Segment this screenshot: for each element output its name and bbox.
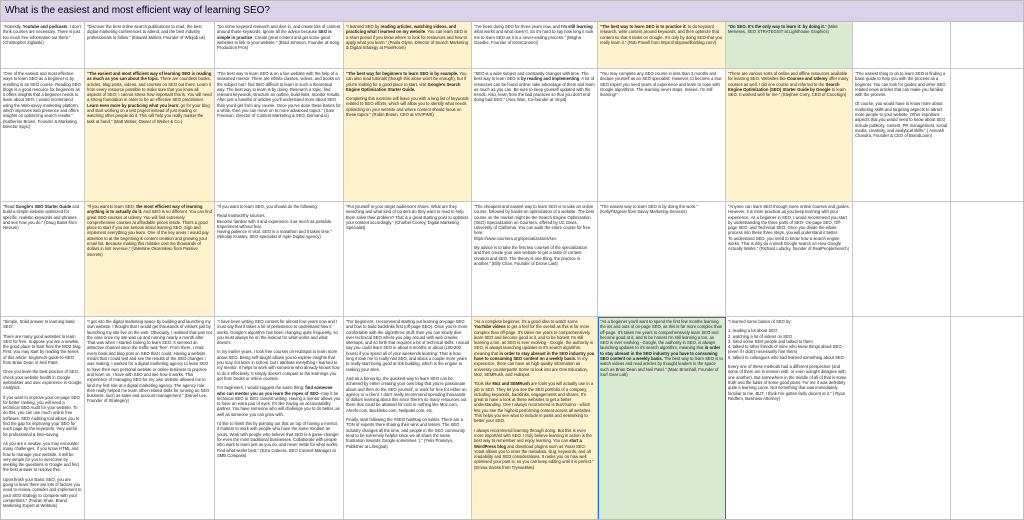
cell-r2-c6[interactable] [598,69,726,202]
cell-r1-c5[interactable] [472,22,598,69]
text-run: https://www.coursera.org/specializations/seo [474,235,557,241]
text-run: "As a beginner you'll want to spend the first few months learning the ins and outs of on-page SEO, as this is far more complex than off-page. It's taken me years to comprehensively learn SEO and become good at it, and to be honest I'm still learning a ton, as SEO is ever evolving - Google, the authority in SEO, is always launching updates to it's search algorithm, meaning that [600,319,723,351]
cell-paragraph [217,319,341,345]
cell-paragraph [728,204,850,252]
text-run: As you are a newbie, you may encounter many challenges. If you know HTML and how to manage your website, it will be very simple for you to overcome by seeking the questions in Google and find the best answer to resolve this. [3,440,79,473]
text-run: 3. hired some SEO people and talked to them [728,338,813,344]
cell-paragraph [474,381,595,423]
text-run: "One of the easiest and most effective ways to learn SEO as a beginner is by enrolling in an SEO course. Reading SEO blogs is a good resource for beginners as it offers insights that a beginner needs to learn about SEO. I would recommend using the Web-savvy marketing platform, which improves web presence and offers insights on optimizing search results." (Katherine Brown, Founder & Marketing Director Spyic) [3,71,81,129]
text-run: There are many good websites to learn SEO for free. Suppose you are a newbie, the good place to start from the MOZ blog. First, you may start by reading the series of this article: beginners-guide-to-SEO from Brian Dean or Neil Patel. [3,333,82,366]
cell-r1-c6[interactable] [598,22,726,69]
text-run: 5. talked to colleagues who had learned something about SEO [728,354,844,360]
cell-r2-c5[interactable] [472,69,598,202]
text-run: For beginners, I would suggest the same thing: [217,385,306,391]
text-run: "Put yourself in your target audience's shoes. What are they searching and what kind of content do they want to read to help them solve their problem? That is a great starting point to optimize your content accordingly." (Charbel Coorey, Digital Marketing Specialist) [346,204,469,231]
text-run: "For beginners, I recommend starting out learning on-page SEO and how to build backlinks first (off-page SEO). Once you're more comfortable with the algorithmic stuff, then you can slowly dive over technical SEO where you play around with web crawler, sitemaps, and so forth that requires a bit of technical skills. I would say you could learn SEO in about 6 months or about (100-200 hours) if you spend all of your weekends learning. That is how long it took me to really nail SEO, and about a couple more years to really start being good at link building, which is the engine to ranking your sites. [346,319,469,372]
text-run: and download plugins such as Yoast SEO. Yoast allows you to enter the metadata, slug, keywords, and all readability and SEO considerations. It ranks you on how well optimised your post is, so you can keep editing until it is perfect." (Emma Sivess from TryHackMe) [474,443,594,470]
text-run: To understand SEO, you need to know how a search engine works. That is why do a small Google search on How Google Actually Works." (Richard Lubicky, founder of RealPeopleSearch) [728,235,849,252]
cell-paragraph [346,96,469,117]
text-run: Read trustworthy sources. [217,213,266,219]
cell-paragraph [346,204,469,230]
cell-r3-c9[interactable] [951,202,1024,317]
text-run: In my experience, there can have as high-quality information as university counterparts! Some to look into are One Education, Moz, SEMRush, and Hubspot. [474,356,589,377]
cell-paragraph [474,204,595,241]
cell-paragraph [87,319,212,404]
text-run: to learn SEO. It worked well for me." (Stephen Curry, CEO of CocoSign) [728,86,847,98]
cell-r1-c4[interactable] [344,22,472,69]
text-run: "I have been writing SEO content for almost four years now and I must say that it takes a lot of persistence to understand how it works. Google's algorithm has been changing quite frequently, so you must always be on the lookout for what works and what doesn't. [217,319,338,346]
cell-r4-c2[interactable] [85,317,215,520]
text-run: "I've been doing SEO for three years now, and [474,24,562,29]
cell-paragraph [600,24,723,45]
cell-paragraph [3,395,82,437]
bold-text: reading articles, watching videos, and practicing what I learned on my website [346,24,457,35]
cell-r4-c3[interactable] [215,317,344,520]
bold-text: in order to stay abreast in the SEO industry you have to consuming SEO content on a weekly basis. [474,350,595,362]
bold-text: the most efficient way of learning anything is to actually do it. [87,204,203,215]
text-run: to get a feel for the overall as this is far more complex than off-page. It's taken me years to comprehensively learn SEO and become good at it, and to be honest I'm still learning a ton, as SEO is ever evolving - Google, the authority in SEO, is always launching updates to it's search algorithm, meaning that [474,324,594,356]
cell-paragraph [217,71,341,119]
cell-r3-c1[interactable] [1,202,85,317]
cell-r1-c8[interactable] [853,22,951,69]
cell-paragraph [346,71,469,92]
cell-paragraph [87,204,212,257]
bold-text: in order to stay abreast in the SEO industry you have to consuming SEO content on a weekly basis. [600,345,721,362]
cell-r4-c1[interactable] [1,317,85,520]
text-run: "Do some keyword research and dive in, and create lots of content around those keywords. Ignore all the advice because [217,24,341,35]
cell-paragraph [87,24,212,40]
cell-r2-c4[interactable] [344,69,472,202]
text-run: . I don't think courses are necessary. There is just too much free information out there." (Christopher Zigliaski) [3,24,81,45]
sheet-title[interactable]: What is the easiest and most efficient way of learning SEO? [1,1,1023,22]
spreadsheet-grid [1,22,1024,520]
cell-r3-c4[interactable] [344,202,472,317]
cell-paragraph [474,71,595,103]
text-run: "The easiest thing to do to learn SEO is finding a basic guide to help you with the process as a beginner. You can look for guides and other SEO related news articles that can make you familiar with the process. [855,71,946,98]
text-run: "The best way to learn SEO is on a live website with the help of a seasoned mentor. There are infinite classes, videos, and books on the subject but I find SEO difficult to learn in such a theoretical way. The best way to learn is by doing. Research a topic, find relevant keywords, structure an outline, build links, monitor results. After just a handful of articles you'll understand more about SEO than you'd get from any course. Once you've done these basics for a while, then you can move on to more advanced topics." (Sam Freeman, Director of Content Marketing & SEO, Demand.io) [217,71,341,119]
text-run: Completing this exercise will leave you with a long list of keywords related to SEO efforts, which will allow you to identify what needs optimizing on your website and where content should focus on these topics." (Robin Brown, CEO at VIVIPINS) [346,96,469,118]
bold-text: I'm still learning [561,24,593,29]
text-run: Upon finish your Basic SEO, you are going to learn there are lots of factors you need to review, consider and implement to your SEO strategy to compete with your competitors." (Faizan Khan, Brand Marketing Expert at Webtute) [3,476,82,509]
cell-paragraph [217,24,341,50]
bold-text: SEO is simple in practice [217,29,332,40]
text-run: And SEO is no different. You can find great SEO courses at Udemy. You will find extremely comprehensive courses at affordable prices inside. That's a good place to start if you are serious about learning SEO. Sign and implement everything you learn. One of the key areas I would pay attention to at the beginning is content creation and growing your email list. Because making this mistake cost me thousands of dollars in lost revenue." (Valentine Okoronkwo from Passive Secrets) [87,209,212,257]
text-run: . A lot of resources can be found online, take advantage of them and learn as much as you can. Be sure to keep yourself updated with the trends. Also, learn from the bad practices so that you don't end doing bad SEO." (Alex Wan, Co-founder at Vinpit) [474,76,595,103]
bold-text: "The best way for beginners to learn SEO is by example. [346,71,459,76]
text-run: I'd like to finish this by pointing out that on top of having a mentor, it matters to work with people who have the same mindset as yours. Work with people who believe that SEO is a game-changer for even the most traditional businesses. Collaborate with people who want to learn just as you do, and never settle for what works. Find what works best." (Ezra Cabrera, SEO Content Manager at SMB Compass) [217,421,339,458]
cell-paragraph [728,24,850,35]
cell-paragraph [3,441,82,473]
cell-paragraph [474,24,595,45]
text-run: "There are various sorts of online and offline resources available for learning SEO. Websites like [728,71,848,82]
cell-r3-c7[interactable] [726,202,853,317]
cell-paragraph [855,101,948,138]
cell-r3-c3[interactable] [215,202,344,317]
text-run: In my earlier years, I took free courses on HubSpot to learn more about SEO. Being self-taught allows you to explore insights that you may not learn in school, but I attribute everything I learned to my mentor. It helps to work with someone who already knows how to do it effectively. It simply doesn't compare to the learnings you get from books or online courses. [217,349,340,381]
cell-paragraph [474,428,595,470]
bold-text: Google's Search Engine Optimization Starter Guide. [346,81,461,92]
bold-text: "The easiest and most efficient way of learning SEO is reading as much as you can about the topic. [87,71,212,82]
cell-r3-c8[interactable] [853,202,951,317]
cell-paragraph [728,328,850,360]
cell-paragraph [855,71,948,97]
cell-r4-c6[interactable] [598,317,726,520]
text-run: are tools you will actually use in a job in SEO. They let you see the SEO portfolio of a company, including keywords, backlinks, engagements and shares. It's great to have a look at these websites to get a better understanding. One I always recommend is BuzzSumo - which lets you see the highest performing content across all websites. This helps you see what to include in posts and networking to better your SEO. [474,381,594,424]
text-run: 1. reading a lot about SEO [728,328,778,334]
text-run: Every one of these methods had a different perspective (and some of them are in tension with, or even outright disagree with, one another). But somewhere in the middle of all of that is some truth and the basis of some good plans. For me it was definitely quite a learning curve. Not something that was immediately familiar to me, BUT, I think I've gotten fairly decent at it." ( Ryan Redfern, Business Attorney) [728,364,847,401]
cell-paragraph [217,421,341,458]
cell-r2-c8[interactable] [853,69,951,202]
cell-r2-c2[interactable] [85,69,215,202]
bold-text: Search Engine Optimization (SEO) Starter Guide by Google [728,81,840,92]
cell-paragraph [600,204,723,215]
cell-r4-c4[interactable] [344,317,472,520]
cell-r1-c3[interactable] [215,22,344,69]
text-run: "Discover the best online search publications to read, the best digital marketing conferences to attend, and the best industry professionals to follow." (Edward Mellett, Founder of Wikijob.uk) [87,24,206,40]
cell-paragraph [3,71,82,129]
cell-paragraph [3,334,82,366]
cell-paragraph [3,477,82,509]
text-run: "If you want to learn SEO, [87,204,137,209]
bold-text: start a WordPress blog [474,438,582,449]
cell-r3-c6[interactable] [598,202,726,317]
cell-r1-c1[interactable] [1,22,85,69]
text-run: and build a simple website optimized for specific, realistic keywords and phrases and see how you do." (Doug Banis from Nevium) [3,204,80,231]
text-run: "You may complete any SEO course in less than 3 months and declare yourself as an SEO specialist. However, to become a true SEO expert you need years of experience and learn to cope with Google algorithms. The learning never stops. Indeed, I'm still learning!" [600,71,722,98]
text-run: "The easiest way to learn SEO is by doing the work." (KellyFitzgeral from Savvy Marketing Services) [600,204,698,215]
text-run: "Honestly, [3,24,23,29]
cell-paragraph [600,319,723,377]
text-run: what works and what doesn't. So it's hard to say how long it took me to learn SEO as it is a never-ending process." (Megha Gaedke, Founder of KetoConnect) [474,29,594,45]
cell-r4-c5[interactable] [472,317,598,520]
cell-paragraph [3,204,82,230]
bold-text: "Do SEO. It's the only way to learn it: by doing it. [728,24,825,29]
cell-paragraph [3,319,82,330]
text-run: "Anyone can learn SEO through some online courses and guides. However, it is more practical as you keep learning with your experience. As a beginner in SEO, I would recommend you start by understanding the three parts of SEO- On-page SEO, Off-page SEO, and Technical SEO. Once you divide the whole process into these three steps, you will understand it better. [728,204,850,236]
cell-r2-c7[interactable] [726,69,853,202]
text-run: to do keyword research, write content around keywords, and then optimize that content so that it ranks on Google. It's only by doing SEO that you really learn it." (Rob Powell from https://robpowellbizblog.com/) [600,24,723,45]
text-run: "SEO is a wide subject and constantly changes with time. The best way to learn SEO is [474,71,589,82]
text-run: And as a bonus tip, the quickest way to learn SEO can be achieved by either creating your own blog that you're passionate about and then do the SEO yourself, or work for free for either an agency or a client. I don't really recommend spending thousands of dollars learning about this since there's so many resources out there that could be attained for cost to nothing like Moz.com, Ahrefs.com, Backlinko.com, Neilpatel.com, etc. [346,375,467,413]
text-run: The best way to learn SEO is to watch videos and read articles by thought leaders in the space such as Brian Dean and Neil Patel." (Marc Bromhall, Founder of Surf Gear Lab) [600,356,723,377]
bold-text: Learn even more by practicing what you learn [87,102,179,108]
text-run: "Read [3,204,16,209]
bold-text: "The best way to learn SEO is to practice it: [600,24,687,29]
text-run: Finally, start following the #SEO hashtag on twitter. There are a TON of experts there sharing their wins and losses. The SEO industry changes all the time, and people in the SEO community tend to be extremely helpful since we all share the same frustration towards Google sometimes :)." (Felix Prasetyo, Publisher at Lifengoal) [346,417,465,449]
text-run: Experiment without fear. [217,223,262,229]
text-run: : go for your blog and start working on a test project instead of just reading or watching other people do it. This will help you really master the task at hand." (Matt Weber, Owner of Weber & Co.) [87,102,210,124]
text-run: --may it be technical SEO or SEO content writing. Having a mentor allows you to have an extra pair of eyes. It's like having an accountability partner. You have someone who will challenge you to do better, as well as someone you can grow with. [217,390,341,417]
bold-text: Youtube and podcasts [22,24,68,29]
cell-r1-c2[interactable] [85,22,215,69]
cell-paragraph [474,245,595,266]
text-run: . You can learn SEO in a short period if you know where to look for resources and how to apply what you learn." (Paula Glynn, Director of Search Marketing & Digital Strategy at PixelRoom) [346,29,469,51]
cell-paragraph [217,204,341,209]
cell-r1-c9[interactable] [951,22,1024,69]
cell-r2-c9[interactable] [951,69,1024,202]
cell-paragraph [3,369,82,390]
text-run: "If you want to learn SEO, you should do the following: [217,204,318,209]
text-run: offer many courses as well. I did one course and referred to the [728,76,849,87]
text-run: "As a complete beginner, it's a good idea to watch some [474,319,578,324]
cell-paragraph [474,319,595,377]
cell-paragraph [346,319,469,372]
text-run: "I learned some basics of SEO by: [728,319,792,324]
bold-text: Google's SEO Starter Guide [15,204,72,209]
cell-paragraph [346,376,469,413]
text-run: Tools like [474,381,493,387]
text-run: . Create great content and get some good websites to link to your website." (Brad Johnson, Founder at Song Production Pros) [217,34,340,51]
cell-r4-c7[interactable] [726,317,853,520]
text-run: Once you learn the best practice of SEO, check your website health in Google webmaster and user experience in Google Analytics. [3,369,82,391]
cell-paragraph [217,385,341,417]
cell-paragraph [3,24,82,45]
cell-paragraph [600,71,723,97]
bold-text: by reading and implementing [521,76,580,82]
cell-paragraph [346,417,469,449]
cell-paragraph [728,71,850,97]
text-run: "I got into the digital marketing space by building and launching my own website. I thought that I would get thousands of visitors just by launching my site live on the web. Obviously, I realised that was not the case once my site was up and running nearly a month after. That was when I started looking to learn SEO. It seemed an attractive channel since the traffic was 'free'. From there, I read every book and blog post on SEO that I could. Having a website meant that I could test and see the results of the SEO changes I was making. I worked for a digital marketing agency to learn SEO to have their own personal website or online business to practice and learn on. I have with SEO and see how it works. This experience of managing SEO for my own website allowed me to land my first role at a digital marketing agency. The agency role then really helped me learn other related skills for running an SEO business, such as sales and account management." (Daniel Lee, Founder of Strategery) [87,319,212,404]
text-run: My advice is to take the first two courses of the specialization and then create your own website to get a taste of content creation and SEO. The theory is one thing, the practice is another." (Billy Chan, Founder of Drone Last) [474,245,588,266]
cell-paragraph [87,71,212,124]
text-run: Become familiar with it and experience it as much as possible. [217,218,333,224]
cell-r4-c8[interactable] [853,317,951,520]
cell-paragraph [346,24,469,50]
cell-paragraph [217,349,341,381]
cell-paragraph [728,319,850,324]
text-run: If you want to improve your on-page SEO for better ranking, you will need a technical SEO Audit for your website. To do this, you can use much online free software. SEO Auditing tool allows you to find the gap for improving your SEO for each page by the keywords. Very useful for professional & time-saving. [3,394,80,437]
text-run: I always recommend learning through doing. But this is even more important with SEO. I truly believe learning in action is the best way to remember and enjoy learning. You can [474,427,592,444]
bold-text: YouTube videos [474,324,506,330]
text-run: You can also read tutorials (though this alone won't be enough), but if you're looking for a good place to start, visit [346,71,467,87]
cell-paragraph [728,364,850,401]
text-run: 4. talked to other friends of mine who knew things about SEO (even if I didn't necessarily hire them) [728,344,842,355]
cell-r1-c7[interactable] [726,22,853,69]
bold-text: Moz and SEMRush [492,381,530,387]
cell-r3-c2[interactable] [85,202,215,317]
text-run: " (Mike Meneses, SEO STRATEGIST at Lighthouse Graphics) [728,24,838,35]
text-run: "I learned SEO by [346,24,381,29]
text-run: 2. watching a lot of videos on SEO [728,333,793,339]
text-run: "Simple, Solid answer to learning basic SEO: [3,319,76,330]
cell-r2-c1[interactable] [1,69,85,202]
text-run: There are countless books, articles, blog posts, videos, and courses on SEO out there. Learn it from every resource possible to make sure that you know all aspects of SEO; I cannot stress how important this is. You will need a strong foundation in order to be an effective SEO practitioner. [87,76,212,103]
cell-r2-c3[interactable] [215,69,344,202]
cell-r3-c5[interactable] [472,202,598,317]
bold-text: Courses and Udemy [787,76,828,82]
bold-text: find someone who can mentor you as you learn the ropes of SEO [217,385,333,396]
text-run: Having patience is vital. SEO is a marathon and it takes time." (Nikolay Krastev, SEO specialist of Agile Digital Agency) [217,229,332,240]
text-run: Of course, you would have to know more about marketing skills and targeting aspects to attract more people to your website. Other important aspects that you would need to know about SEO include publicity, content, PR management, social media, creativity, and analytical skills." ( Avinash Chandra, Founder & CEO of BrandLoom) [855,101,948,139]
text-run: "The cheapest and easiest way to learn SEO is to take an online course, followed by hands-on optimization of a website. The best course on the market might be the Search Engine Optimization (SEO) Specialization on Coursera, offered by UC Davis, University of California. You can audit the entire course for free here: [474,204,595,236]
cell-paragraph [217,213,341,239]
